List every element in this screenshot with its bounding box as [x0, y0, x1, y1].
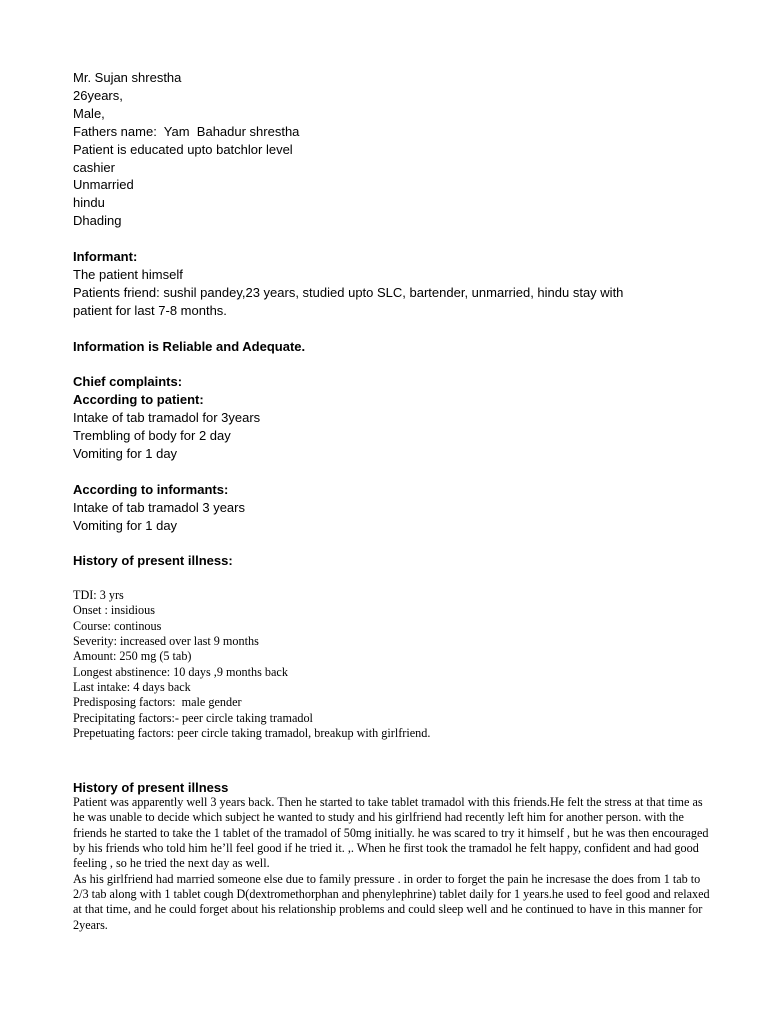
informant-line: patient for last 7-8 months.	[73, 302, 227, 318]
informant-line: Patients friend: sushil pandey,23 years, studied upto SLC, bartender, unmarried, hindu stay with	[73, 284, 624, 300]
patient-name: Mr. Sujan shrestha	[73, 70, 182, 85]
patient-education: Patient is educated upto batchlor level	[73, 141, 293, 157]
spacer	[73, 535, 713, 553]
history-item: Predisposing factors: male gender	[73, 695, 242, 710]
history-item: TDI: 3 yrs	[73, 588, 124, 603]
informant-line: The patient himself	[73, 266, 183, 282]
history-summary-heading: History of present illness:	[73, 553, 233, 569]
complaint-item: Intake of tab tramadol 3 years	[73, 499, 245, 515]
fathers-name: Fathers name: Yam Bahadur shrestha	[73, 123, 300, 139]
according-to-patient-heading: According to patient:	[73, 392, 204, 408]
history-item: Longest abstinence: 10 days ,9 months back	[73, 664, 288, 679]
history-item: Severity: increased over last 9 months	[73, 634, 259, 649]
complaint-item: Vomiting for 1 day	[73, 445, 178, 461]
history-narrative	[73, 795, 713, 933]
reliability-statement: Information is Reliable and Adequate.	[73, 338, 306, 354]
history-summary-list	[73, 588, 713, 741]
chief-complaints-section	[73, 373, 713, 534]
patient-age: 26years,	[73, 87, 123, 103]
history-item: Precipitating factors:- peer circle taking tramadol	[73, 710, 313, 725]
spacer	[73, 741, 713, 780]
narrative-paragraph: As his girlfriend had married someone else due to family pressure . in order to forget the pain he incresase the does from 1 tab to 2/3 tab along with 1 tablet cough D(dextromethorphan and phenylephrine) tablet daily for 1 years.he used to feel good and relaxed at that time, and he could forget about his relationship problems and could sleep well and he continued to have in this manner for 2years.	[73, 871, 710, 932]
history-item: Onset : insidious	[73, 603, 155, 618]
narrative-paragraph: Patient was apparently well 3 years back. Then he started to take tablet tramadol with this friends.He felt the stress at that time as he was unable to decide which subject he wanted to study and his girlfriend had recently left him for another person. with the friends he started to take the 1 tablet of the tramadol of 50mg initially. he was scared to try it himself , but he was then encouraged by his friends who told him he’ll feel good if he tried it. ,. When he first took the tramadol he felt happy, confident and had good feeling , so he tried the next day as well.	[73, 795, 709, 871]
spacer	[73, 570, 713, 588]
document-page	[73, 69, 713, 933]
according-to-informants-heading: According to informants:	[73, 481, 229, 497]
complaint-item: Intake of tab tramadol for 3years	[73, 410, 261, 426]
patient-address: Dhading	[73, 213, 122, 229]
spacer	[73, 320, 713, 338]
spacer	[73, 463, 713, 481]
history-item: Course: continous	[73, 618, 162, 633]
history-item: Last intake: 4 days back	[73, 679, 191, 694]
informant-section	[73, 248, 713, 320]
patient-sex: Male,	[73, 105, 105, 121]
chief-complaints-heading: Chief complaints:	[73, 374, 183, 390]
history-narrative-heading: History of present illness	[73, 780, 229, 796]
patient-religion: hindu	[73, 195, 105, 211]
spacer	[73, 355, 713, 373]
patient-occupation: cashier	[73, 159, 115, 175]
spacer	[73, 230, 713, 248]
history-item: Prepetuating factors: peer circle taking tramadol, breakup with girlfriend.	[73, 725, 431, 740]
complaint-item: Vomiting for 1 day	[73, 517, 178, 533]
patient-details	[73, 69, 713, 230]
patient-marital-status: Unmarried	[73, 177, 134, 193]
informant-heading: Informant:	[73, 249, 138, 265]
history-item: Amount: 250 mg (5 tab)	[73, 649, 192, 664]
complaint-item: Trembling of body for 2 day	[73, 428, 231, 444]
